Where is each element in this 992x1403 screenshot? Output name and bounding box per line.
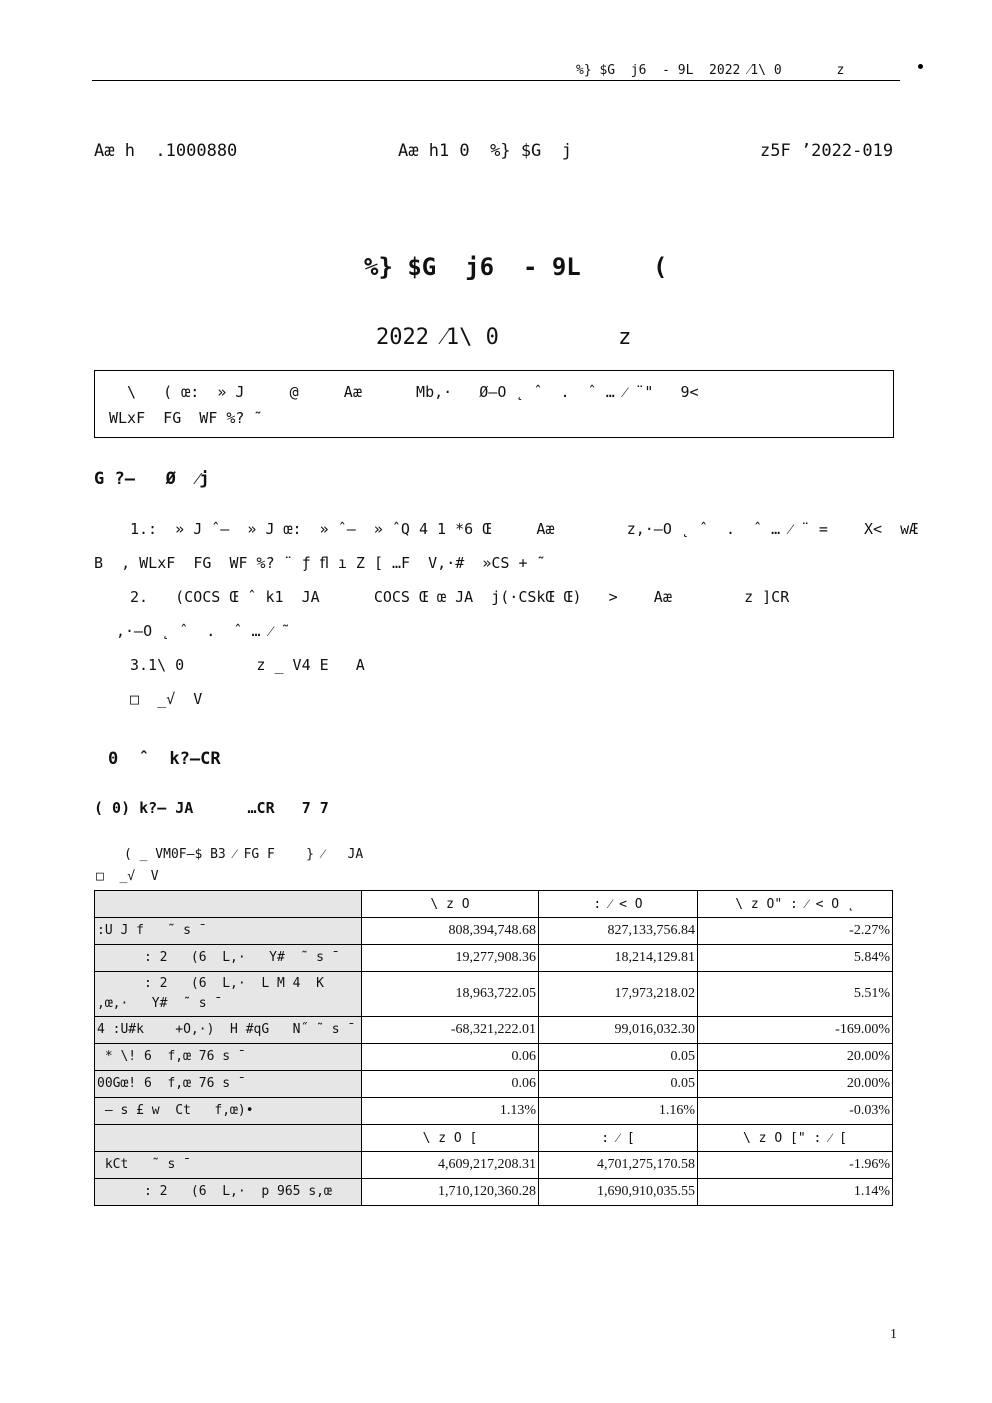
- table-row: [95, 1071, 893, 1098]
- paragraph-4: □ _√ V: [130, 690, 203, 708]
- previous-value: 1,690,910,035.55: [539, 1179, 698, 1206]
- paragraph-1-line-1: 1.: » J ˆ– » J œ: » ˆ– » ˆQ 4 1 *6 Œ Aæ z,·–O ˛ ˆ . ˆ … ⁄ ¨ = X< wÆ: [130, 520, 919, 538]
- table-row: [95, 1098, 893, 1125]
- current-value: 808,394,748.68: [362, 918, 539, 945]
- previous-value: 827,133,756.84: [539, 918, 698, 945]
- table-header-cell: \ z O [: [362, 1125, 539, 1152]
- page-number: 1: [890, 1327, 897, 1342]
- current-value: 4,609,217,208.31: [362, 1152, 539, 1179]
- report-subtitle: 2022 ⁄1\ 0 z: [376, 325, 632, 350]
- change-percent: -2.27%: [698, 918, 893, 945]
- change-percent: 1.14%: [698, 1179, 893, 1206]
- previous-value: 1.16%: [539, 1098, 698, 1125]
- row-label: 00Gœ! 6 f,œ 76 s ˉ: [95, 1071, 362, 1098]
- stock-code: Aæ h .1000880: [94, 141, 238, 161]
- table-row: [95, 918, 893, 945]
- current-value: 0.06: [362, 1071, 539, 1098]
- currency-line: □ _√ V: [96, 869, 159, 884]
- stock-short-name: Aæ h1 0 %} $G j: [398, 141, 572, 161]
- table-row: [95, 1152, 893, 1179]
- previous-value: 17,973,218.02: [539, 972, 698, 1017]
- announcement-number: z5F ’2022-019: [760, 141, 894, 161]
- table-row: [95, 1017, 893, 1044]
- previous-value: 18,214,129.81: [539, 945, 698, 972]
- table-header-row-2: [95, 1125, 893, 1152]
- current-value: 18,963,722.05: [362, 972, 539, 1017]
- table-header-cell: \ z O" : ⁄ < O ˛: [698, 891, 893, 918]
- table-header-row: [95, 891, 893, 918]
- change-percent: -169.00%: [698, 1017, 893, 1044]
- table-row: [95, 945, 893, 972]
- financial-table: [94, 890, 893, 1206]
- paragraph-2-line-1: 2. (COCS Œ ˆ k1 JA COCS Œ œ JA j(·CSkŒ Œ) > Aæ z ]CR: [130, 588, 790, 606]
- paragraph-3: 3.1\ 0 z _ V4 E A: [130, 656, 365, 674]
- section-heading-important: G ?– Ø ⁄j: [94, 469, 210, 489]
- previous-value: 99,016,032.30: [539, 1017, 698, 1044]
- current-value: -68,321,222.01: [362, 1017, 539, 1044]
- header-bullet: [918, 64, 923, 69]
- running-header: %} $G j6 - 9L 2022 ⁄1\ 0 z: [576, 63, 845, 78]
- paragraph-2-line-2: ,·–O ˛ ˆ . ˆ … ⁄ ˜: [116, 622, 291, 640]
- table-header-cell: : ⁄ [: [539, 1125, 698, 1152]
- change-percent: 5.84%: [698, 945, 893, 972]
- change-percent: -0.03%: [698, 1098, 893, 1125]
- notice-line-1: \ ( œ: » J @ Aæ Mb,· Ø–O ˛ ˆ . ˆ … ⁄ ¨" 9<: [109, 383, 699, 401]
- table-row: [95, 972, 893, 1017]
- current-value: 1.13%: [362, 1098, 539, 1125]
- change-percent: 20.00%: [698, 1044, 893, 1071]
- row-label: : 2 (6 L,· p 965 s,œ: [95, 1179, 362, 1206]
- table-header-cell: \ z O: [362, 891, 539, 918]
- row-label: * \! 6 f,œ 76 s ˉ: [95, 1044, 362, 1071]
- row-label: – s £ w Ct f,œ)•: [95, 1098, 362, 1125]
- table-row: [95, 1179, 893, 1206]
- table-header-cell: [95, 891, 362, 918]
- notice-line-2: WLxF FG WF %? ˜: [109, 409, 263, 427]
- table-header-cell: : ⁄ < O: [539, 891, 698, 918]
- change-percent: -1.96%: [698, 1152, 893, 1179]
- table-header-cell: [95, 1125, 362, 1152]
- row-label: 4 :U#k +O,·) H #qG N˝ ˜ s ˉ: [95, 1017, 362, 1044]
- notice-box: [94, 370, 894, 438]
- subsection-heading: ( 0) k?– JA …CR 7 7: [94, 799, 329, 817]
- report-title: %} $G j6 - 9L (: [364, 253, 668, 281]
- change-percent: 5.51%: [698, 972, 893, 1017]
- row-label: : 2 (6 L,· Y# ˜ s ˉ: [95, 945, 362, 972]
- change-percent: 20.00%: [698, 1071, 893, 1098]
- current-value: 19,277,908.36: [362, 945, 539, 972]
- paragraph-1-line-2: B , WLxF FG WF %? ¨ ƒ ﬂ ı Z [ …F V,·# »CS + ˜: [94, 554, 546, 572]
- current-value: 1,710,120,360.28: [362, 1179, 539, 1206]
- previous-value: 0.05: [539, 1044, 698, 1071]
- table-row: [95, 1044, 893, 1071]
- previous-value: 4,701,275,170.58: [539, 1152, 698, 1179]
- unit-line: ( _ VM0F–$ B3 ⁄ FG F } ⁄ JA: [124, 847, 364, 862]
- current-value: 0.06: [362, 1044, 539, 1071]
- header-rule: [92, 80, 900, 81]
- row-label: kCt ˜ s ˉ: [95, 1152, 362, 1179]
- section-heading-data: 0 ˆ k?–CR: [108, 749, 221, 769]
- row-label: : 2 (6 L,· L M 4 K ,œ,· Y# ˜ s ˉ: [95, 972, 362, 1017]
- table-header-cell: \ z O [" : ⁄ [: [698, 1125, 893, 1152]
- previous-value: 0.05: [539, 1071, 698, 1098]
- row-label: :U J f ˜ s ˉ: [95, 918, 362, 945]
